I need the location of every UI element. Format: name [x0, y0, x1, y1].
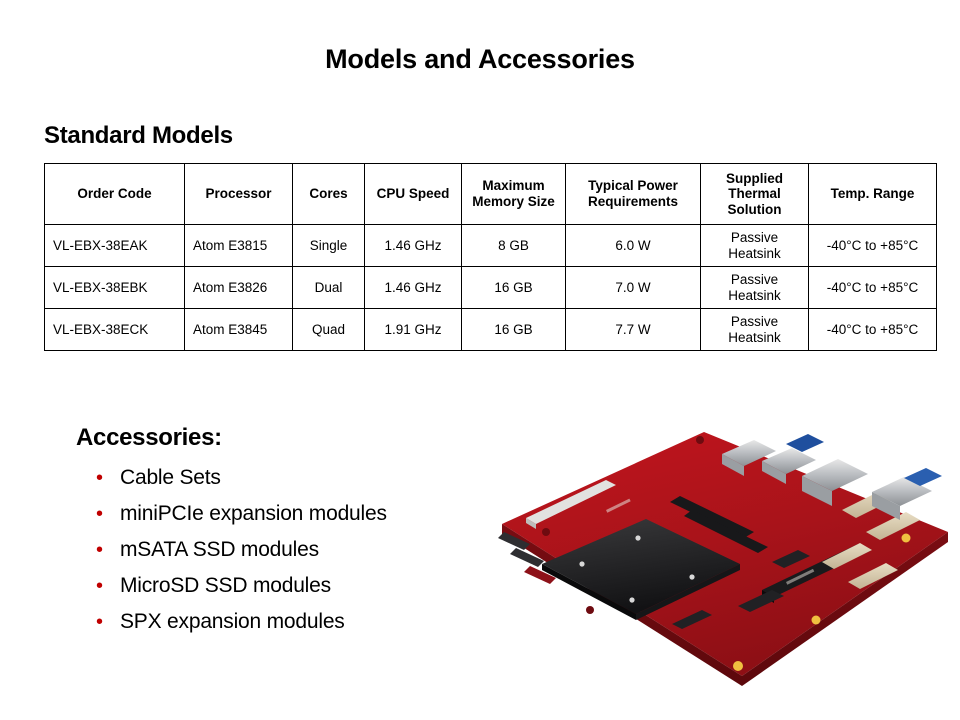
cell-max-memory: 16 GB — [462, 309, 566, 351]
list-item: • MicroSD SSD modules — [88, 568, 508, 604]
table-row — [45, 267, 937, 309]
cell-cores: Single — [293, 225, 365, 267]
list-item: • Cable Sets — [88, 460, 508, 496]
column-header-processor: Processor — [185, 164, 293, 225]
cell-cpu-speed: 1.46 GHz — [365, 225, 462, 267]
column-header-typical-power-requirements: Typical Power Requirements — [566, 164, 701, 225]
standard-models-table — [44, 163, 937, 351]
accessories-list — [88, 460, 508, 640]
cell-order-code: VL-EBX-38EBK — [45, 267, 185, 309]
column-header-supplied-thermal-solution: Supplied Thermal Solution — [701, 164, 809, 225]
cell-order-code: VL-EBX-38ECK — [45, 309, 185, 351]
cell-cpu-speed: 1.91 GHz — [365, 309, 462, 351]
cell-thermal: Passive Heatsink — [701, 267, 809, 309]
cell-thermal: Passive Heatsink — [701, 309, 809, 351]
cell-cpu-speed: 1.46 GHz — [365, 267, 462, 309]
cell-cores: Quad — [293, 309, 365, 351]
cell-temp-range: -40°C to +85°C — [809, 309, 937, 351]
cell-power: 6.0 W — [566, 225, 701, 267]
column-header-cores: Cores — [293, 164, 365, 225]
cell-processor: Atom E3826 — [185, 267, 293, 309]
section-heading-standard-models: Standard Models — [44, 122, 233, 149]
cell-cores: Dual — [293, 267, 365, 309]
column-header-cpu-speed: CPU Speed — [365, 164, 462, 225]
cell-order-code: VL-EBX-38EAK — [45, 225, 185, 267]
table-row — [45, 225, 937, 267]
single-board-computer-photo — [486, 414, 956, 704]
cell-thermal: Passive Heatsink — [701, 225, 809, 267]
cell-temp-range: -40°C to +85°C — [809, 225, 937, 267]
cell-max-memory: 16 GB — [462, 267, 566, 309]
list-item: • miniPCIe expansion modules — [88, 496, 508, 532]
list-item: • mSATA SSD modules — [88, 532, 508, 568]
column-header-maximum-memory-size: Maximum Memory Size — [462, 164, 566, 225]
cell-max-memory: 8 GB — [462, 225, 566, 267]
page-title: Models and Accessories — [325, 44, 635, 74]
column-header-temp-range: Temp. Range — [809, 164, 937, 225]
table-header-row — [45, 164, 937, 225]
cell-power: 7.0 W — [566, 267, 701, 309]
cell-processor: Atom E3815 — [185, 225, 293, 267]
cell-temp-range: -40°C to +85°C — [809, 267, 937, 309]
cell-power: 7.7 W — [566, 309, 701, 351]
list-item: • SPX expansion modules — [88, 604, 508, 640]
cell-processor: Atom E3845 — [185, 309, 293, 351]
table-row — [45, 309, 937, 351]
accessories-heading: Accessories: — [76, 424, 222, 451]
column-header-order-code: Order Code — [45, 164, 185, 225]
